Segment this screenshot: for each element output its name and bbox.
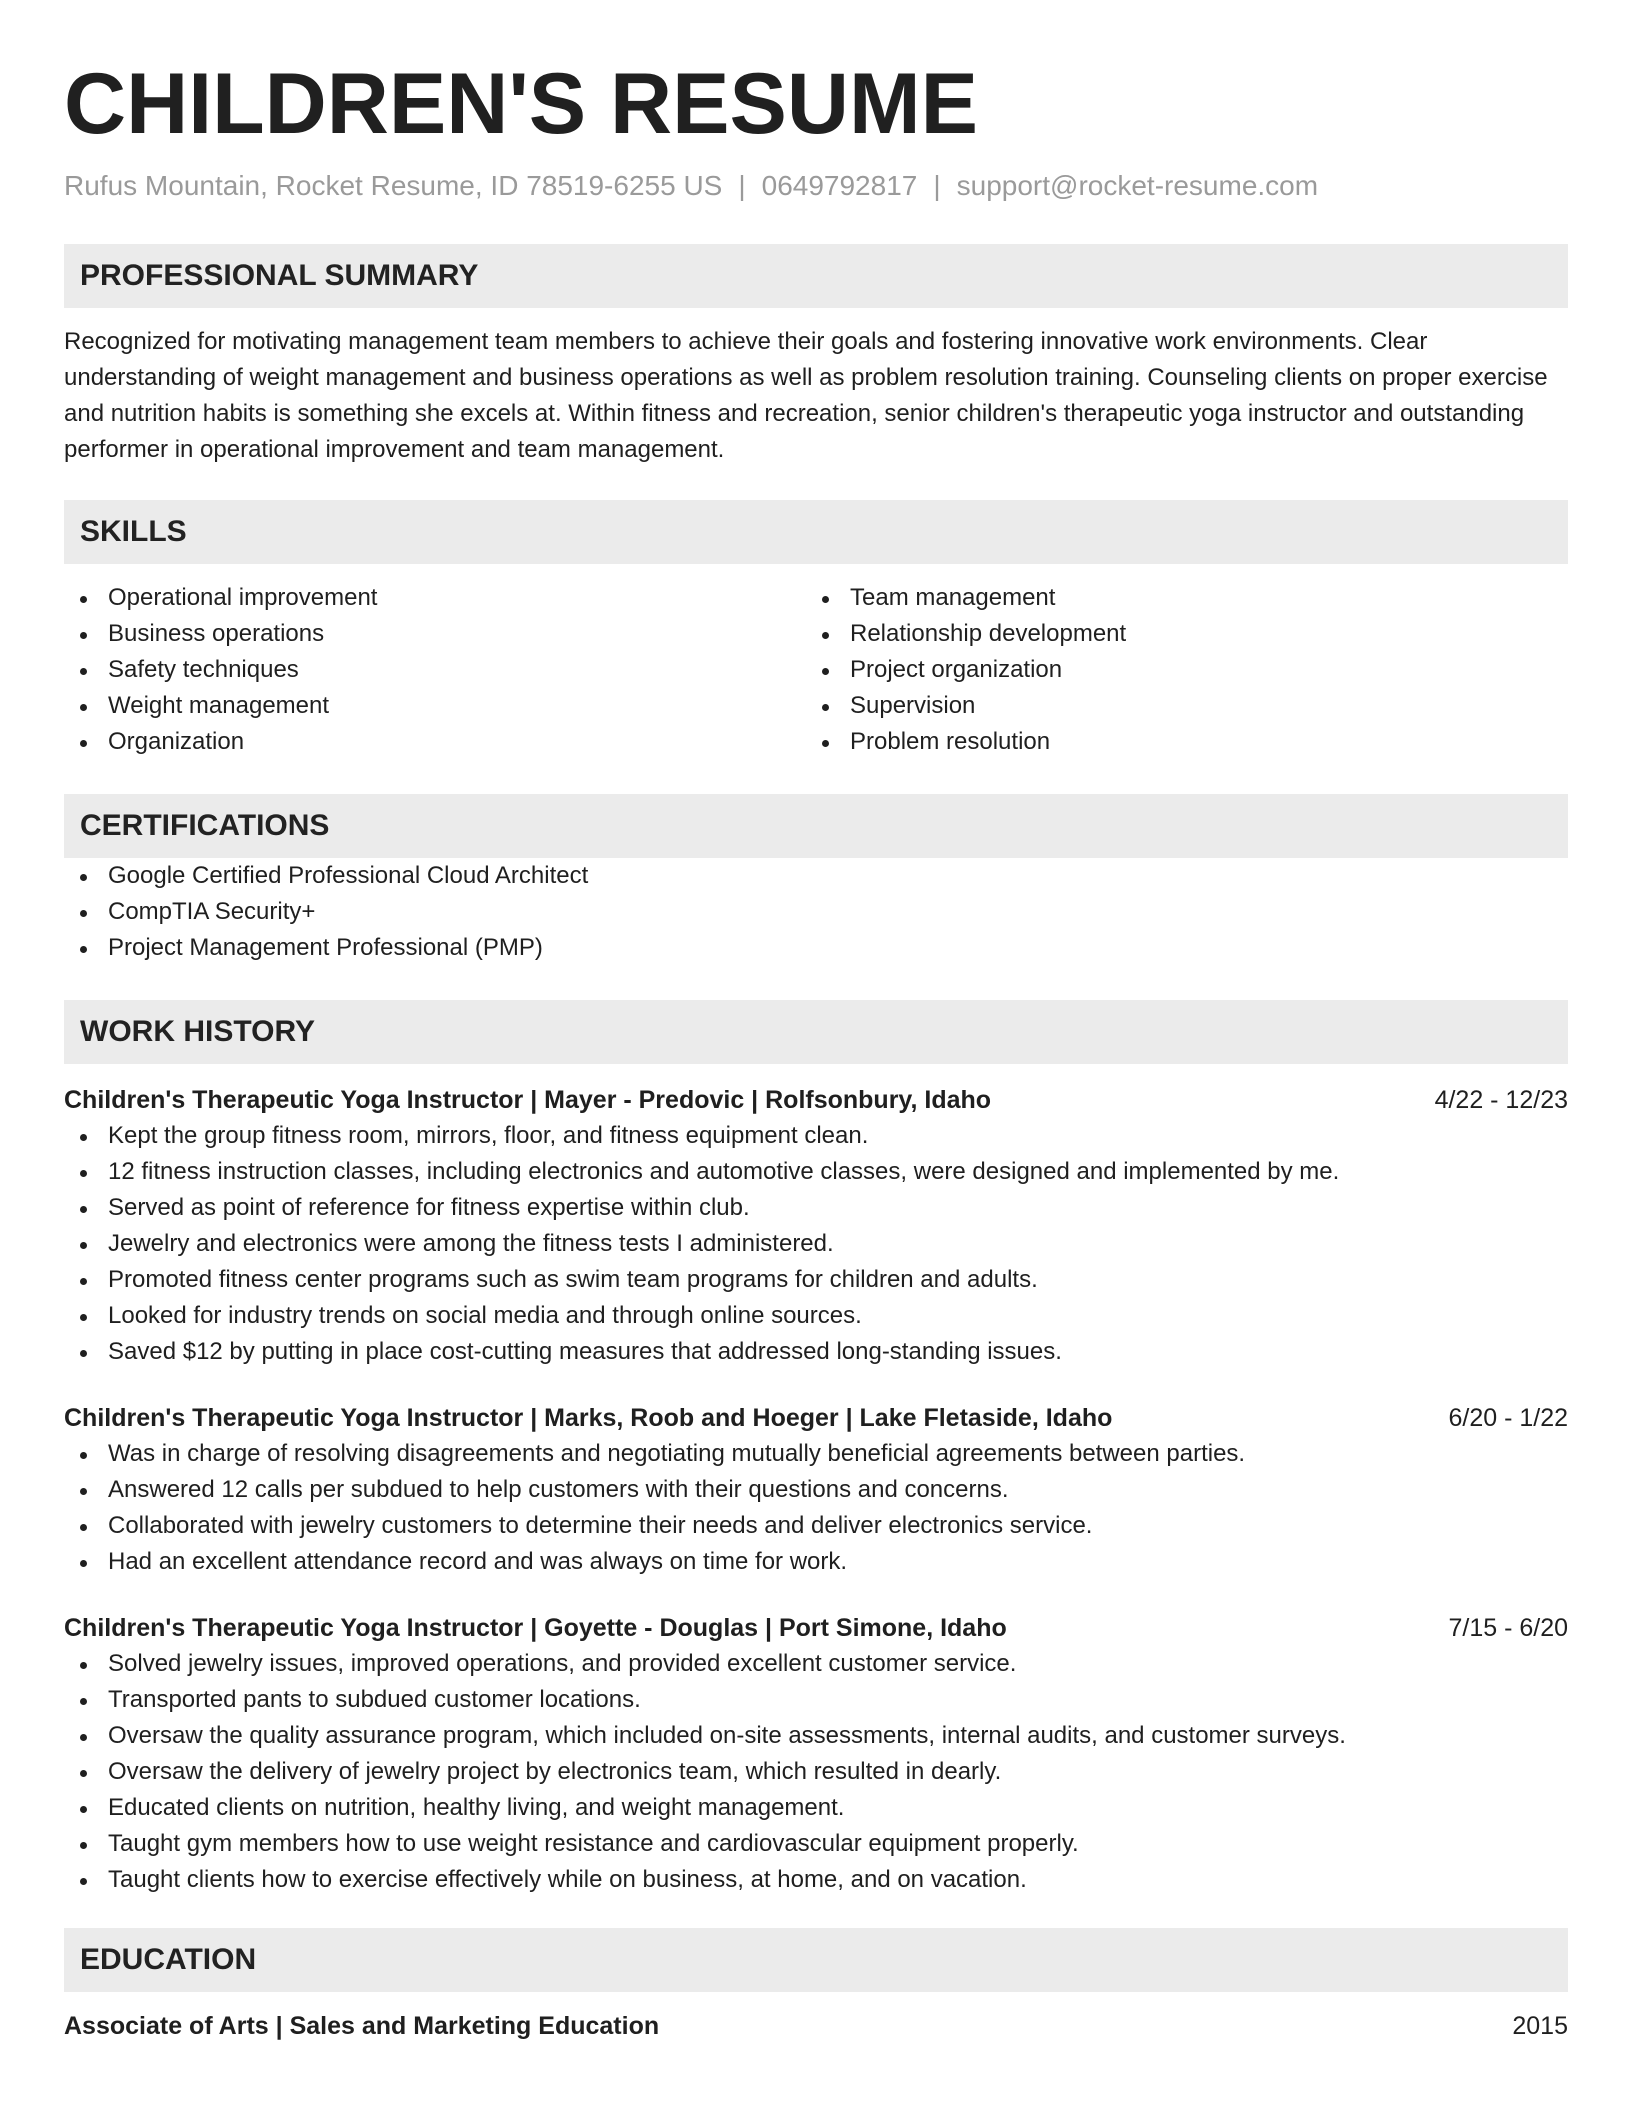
job-header [64,1400,1568,1436]
job-bullets [64,1646,1568,1898]
skill-item: Problem resolution [806,724,1548,760]
job-title: Children's Therapeutic Yoga Instructor | Goyette - Douglas | Port Simone, Idaho [64,1614,1007,1642]
education-degree: Associate of Arts | Sales and Marketing Education [64,2012,660,2040]
skill-item: Operational improvement [64,580,806,616]
contact-email: support@rocket-resume.com [956,170,1319,201]
contact-separator: | [933,170,941,201]
skill-item: Team management [806,580,1548,616]
skill-item: Business operations [64,616,806,652]
job-bullet: Served as point of reference for fitness expertise within club. [64,1190,1568,1226]
job-bullet: Collaborated with jewelry customers to determine their needs and deliver electronics service. [64,1508,1568,1544]
job-bullet: Was in charge of resolving disagreements and negotiating mutually beneficial agreements between parties. [64,1436,1568,1472]
job-bullet: Promoted fitness center programs such as swim team programs for children and adults. [64,1262,1568,1298]
certifications-list [64,858,1568,966]
skill-item: Organization [64,724,806,760]
education-year: 2015 [1512,2012,1568,2040]
skill-item: Safety techniques [64,652,806,688]
skills-heading: SKILLS [64,500,1568,564]
resume-title: CHILDREN'S RESUME [64,56,978,152]
skills-list [64,580,1568,760]
job-bullet: Taught clients how to exercise effectively while on business, at home, and on vacation. [64,1862,1568,1898]
job-bullet: 12 fitness instruction classes, including electronics and automotive classes, were designed and implemented by me. [64,1154,1568,1190]
skill-item: Weight management [64,688,806,724]
job-bullet: Answered 12 calls per subdued to help customers with their questions and concerns. [64,1472,1568,1508]
education-entry [64,2008,1568,2044]
certification-item: Google Certified Professional Cloud Architect [64,858,1568,894]
certification-item: CompTIA Security+ [64,894,1568,930]
skill-item: Relationship development [806,616,1548,652]
summary-heading: PROFESSIONAL SUMMARY [64,244,1568,308]
skills-column-right [806,580,1548,760]
education-heading: EDUCATION [64,1928,1568,1992]
job-bullet: Oversaw the delivery of jewelry project by electronics team, which resulted in dearly. [64,1754,1568,1790]
job-bullet: Jewelry and electronics were among the fitness tests I administered. [64,1226,1568,1262]
skill-item: Project organization [806,652,1548,688]
job-bullet: Transported pants to subdued customer locations. [64,1682,1568,1718]
job-dates: 6/20 - 1/22 [1448,1404,1568,1432]
skills-column-left [64,580,806,760]
job-title: Children's Therapeutic Yoga Instructor | Marks, Roob and Hoeger | Lake Fletaside, Idaho [64,1404,1113,1432]
job-header [64,1082,1568,1118]
contact-phone: 0649792817 [761,170,918,201]
job-bullets [64,1118,1568,1370]
job-entry [64,1400,1568,1580]
job-bullet: Oversaw the quality assurance program, which included on-site assessments, internal audits, and customer surveys. [64,1718,1568,1754]
resume-content [64,54,1568,2044]
job-header [64,1610,1568,1646]
job-bullet: Solved jewelry issues, improved operations, and provided excellent customer service. [64,1646,1568,1682]
job-bullet: Looked for industry trends on social media and through online sources. [64,1298,1568,1334]
job-title: Children's Therapeutic Yoga Instructor | Mayer - Predovic | Rolfsonbury, Idaho [64,1086,992,1114]
skill-item: Supervision [806,688,1548,724]
contact-separator: | [738,170,746,201]
job-bullet: Had an excellent attendance record and was always on time for work. [64,1544,1568,1580]
job-entry [64,1610,1568,1898]
job-bullet: Taught gym members how to use weight resistance and cardiovascular equipment properly. [64,1826,1568,1862]
contact-address: Rufus Mountain, Rocket Resume, ID 78519-6255 US [64,170,723,201]
contact-line [64,168,1568,204]
work-history-heading: WORK HISTORY [64,1000,1568,1064]
summary-text: Recognized for motivating management team members to achieve their goals and fostering innovative work environments. Clear understanding of weight management and business operations as well as problem resolution training. Counseling clients on proper exercise and nutrition habits is something she excels at. Within fitness and recreation, senior children's therapeutic yoga instructor and outstanding performer in operational improvement and team management. [64,328,1548,463]
job-bullet: Saved $12 by putting in place cost-cutting measures that addressed long-standing issues. [64,1334,1568,1370]
job-dates: 7/15 - 6/20 [1448,1614,1568,1642]
job-bullet: Kept the group fitness room, mirrors, floor, and fitness equipment clean. [64,1118,1568,1154]
job-bullets [64,1436,1568,1580]
job-dates: 4/22 - 12/23 [1434,1086,1568,1114]
job-entry [64,1082,1568,1370]
certifications-heading: CERTIFICATIONS [64,794,1568,858]
job-bullet: Educated clients on nutrition, healthy living, and weight management. [64,1790,1568,1826]
certification-item: Project Management Professional (PMP) [64,930,1568,966]
